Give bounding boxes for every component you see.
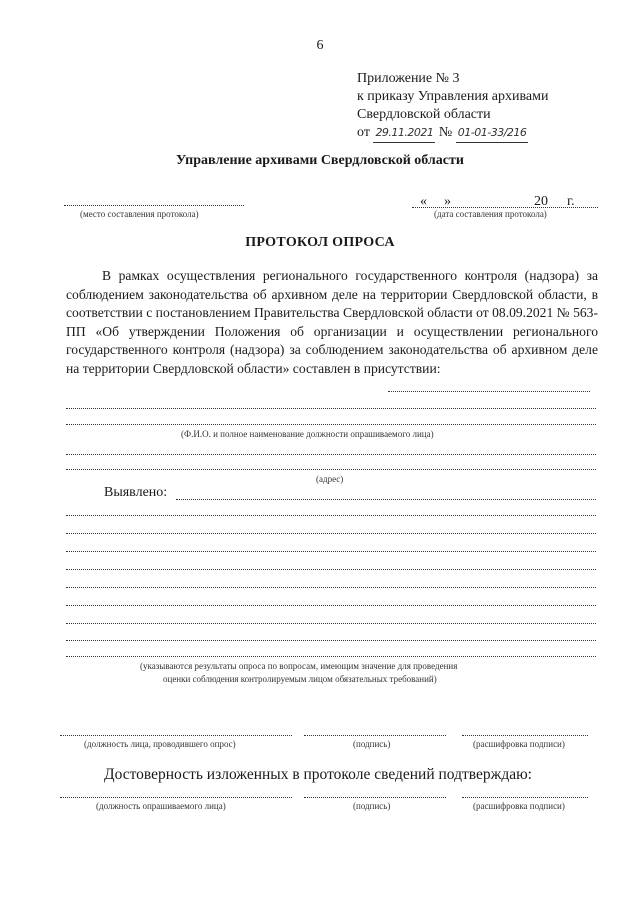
appendix-line-3: Свердловской области (357, 107, 491, 122)
sig1-decoding-line (462, 735, 588, 736)
sig1-signature-label: (подпись) (353, 739, 391, 749)
document-title: ПРОТОКОЛ ОПРОСА (245, 235, 395, 250)
date-label: (дата составления протокола) (434, 209, 547, 219)
appendix-date-number (357, 124, 548, 143)
date-line (412, 207, 598, 208)
date-close-quote: » (444, 194, 451, 209)
date-year-suffix: г. (567, 194, 575, 209)
found-line-6 (66, 605, 596, 606)
sig2-decoding-line (462, 797, 588, 798)
found-label: Выявлено: (104, 485, 168, 500)
confirmation-text: Достоверность изложенных в протоколе сведений подтверждаю: (104, 766, 532, 783)
sig2-position-label: (должность опрашиваемого лица) (96, 801, 226, 811)
found-line-3 (66, 551, 596, 552)
sig2-signature-label: (подпись) (353, 801, 391, 811)
sig1-position-line (60, 735, 292, 736)
appendix-block (357, 70, 548, 143)
address-line-2 (66, 469, 596, 470)
sig1-decoding-label: (расшифровка подписи) (473, 739, 565, 749)
order-date: 29.11.2021 (373, 124, 435, 143)
found-line-5 (66, 587, 596, 588)
organization-name: Управление архивами Свердловской области (176, 153, 464, 168)
appendix-line-2: к приказу Управления архивами (357, 89, 549, 104)
found-line-0 (176, 499, 596, 500)
place-label: (место составления протокола) (80, 209, 199, 219)
sig2-signature-line (304, 797, 446, 798)
address-label: (адрес) (316, 474, 344, 484)
place-line (64, 205, 244, 206)
sig2-position-line (60, 797, 292, 798)
address-line-1 (66, 454, 596, 455)
found-line-2 (66, 533, 596, 534)
date-prefix: от (357, 125, 370, 140)
results-label-2: оценки соблюдения контролируемым лицом обязательных требований) (163, 674, 437, 684)
sig1-position-label: (должность лица, проводившего опрос) (84, 739, 236, 749)
fio-line-1 (66, 408, 596, 409)
body-paragraph: В рамках осуществления регионального государственного контроля (надзора) за соблюдением законодательства об архивном деле на территории Свердловской области, в соответствии с постановлением Правительства Свердловской области от 08.09.2021 № 563-ПП «Об утверждении Положения об организации и осуществлении регионального государственного контроля (надзора) за соблюдением законодательства об архивном деле на территории Свердловской области» составлен в присутствии: (66, 268, 598, 376)
date-year: 20 (534, 194, 548, 209)
fio-line-2 (66, 424, 596, 425)
found-line-9 (66, 656, 596, 657)
page-number: 6 (316, 38, 324, 53)
number-prefix: № (438, 125, 453, 140)
presence-fill-line (388, 391, 590, 392)
appendix-line-1: Приложение № 3 (357, 71, 460, 86)
fio-label: (Ф.И.О. и полное наименование должности опрашиваемого лица) (181, 429, 434, 439)
found-line-7 (66, 623, 596, 624)
found-line-8 (66, 640, 596, 641)
found-line-1 (66, 515, 596, 516)
found-line-4 (66, 569, 596, 570)
date-open-quote: « (420, 194, 427, 209)
order-number: 01-01-33/216 (456, 124, 529, 143)
results-label-1: (указываются результаты опроса по вопросам, имеющим значение для проведения (140, 661, 458, 671)
sig1-signature-line (304, 735, 446, 736)
sig2-decoding-label: (расшифровка подписи) (473, 801, 565, 811)
